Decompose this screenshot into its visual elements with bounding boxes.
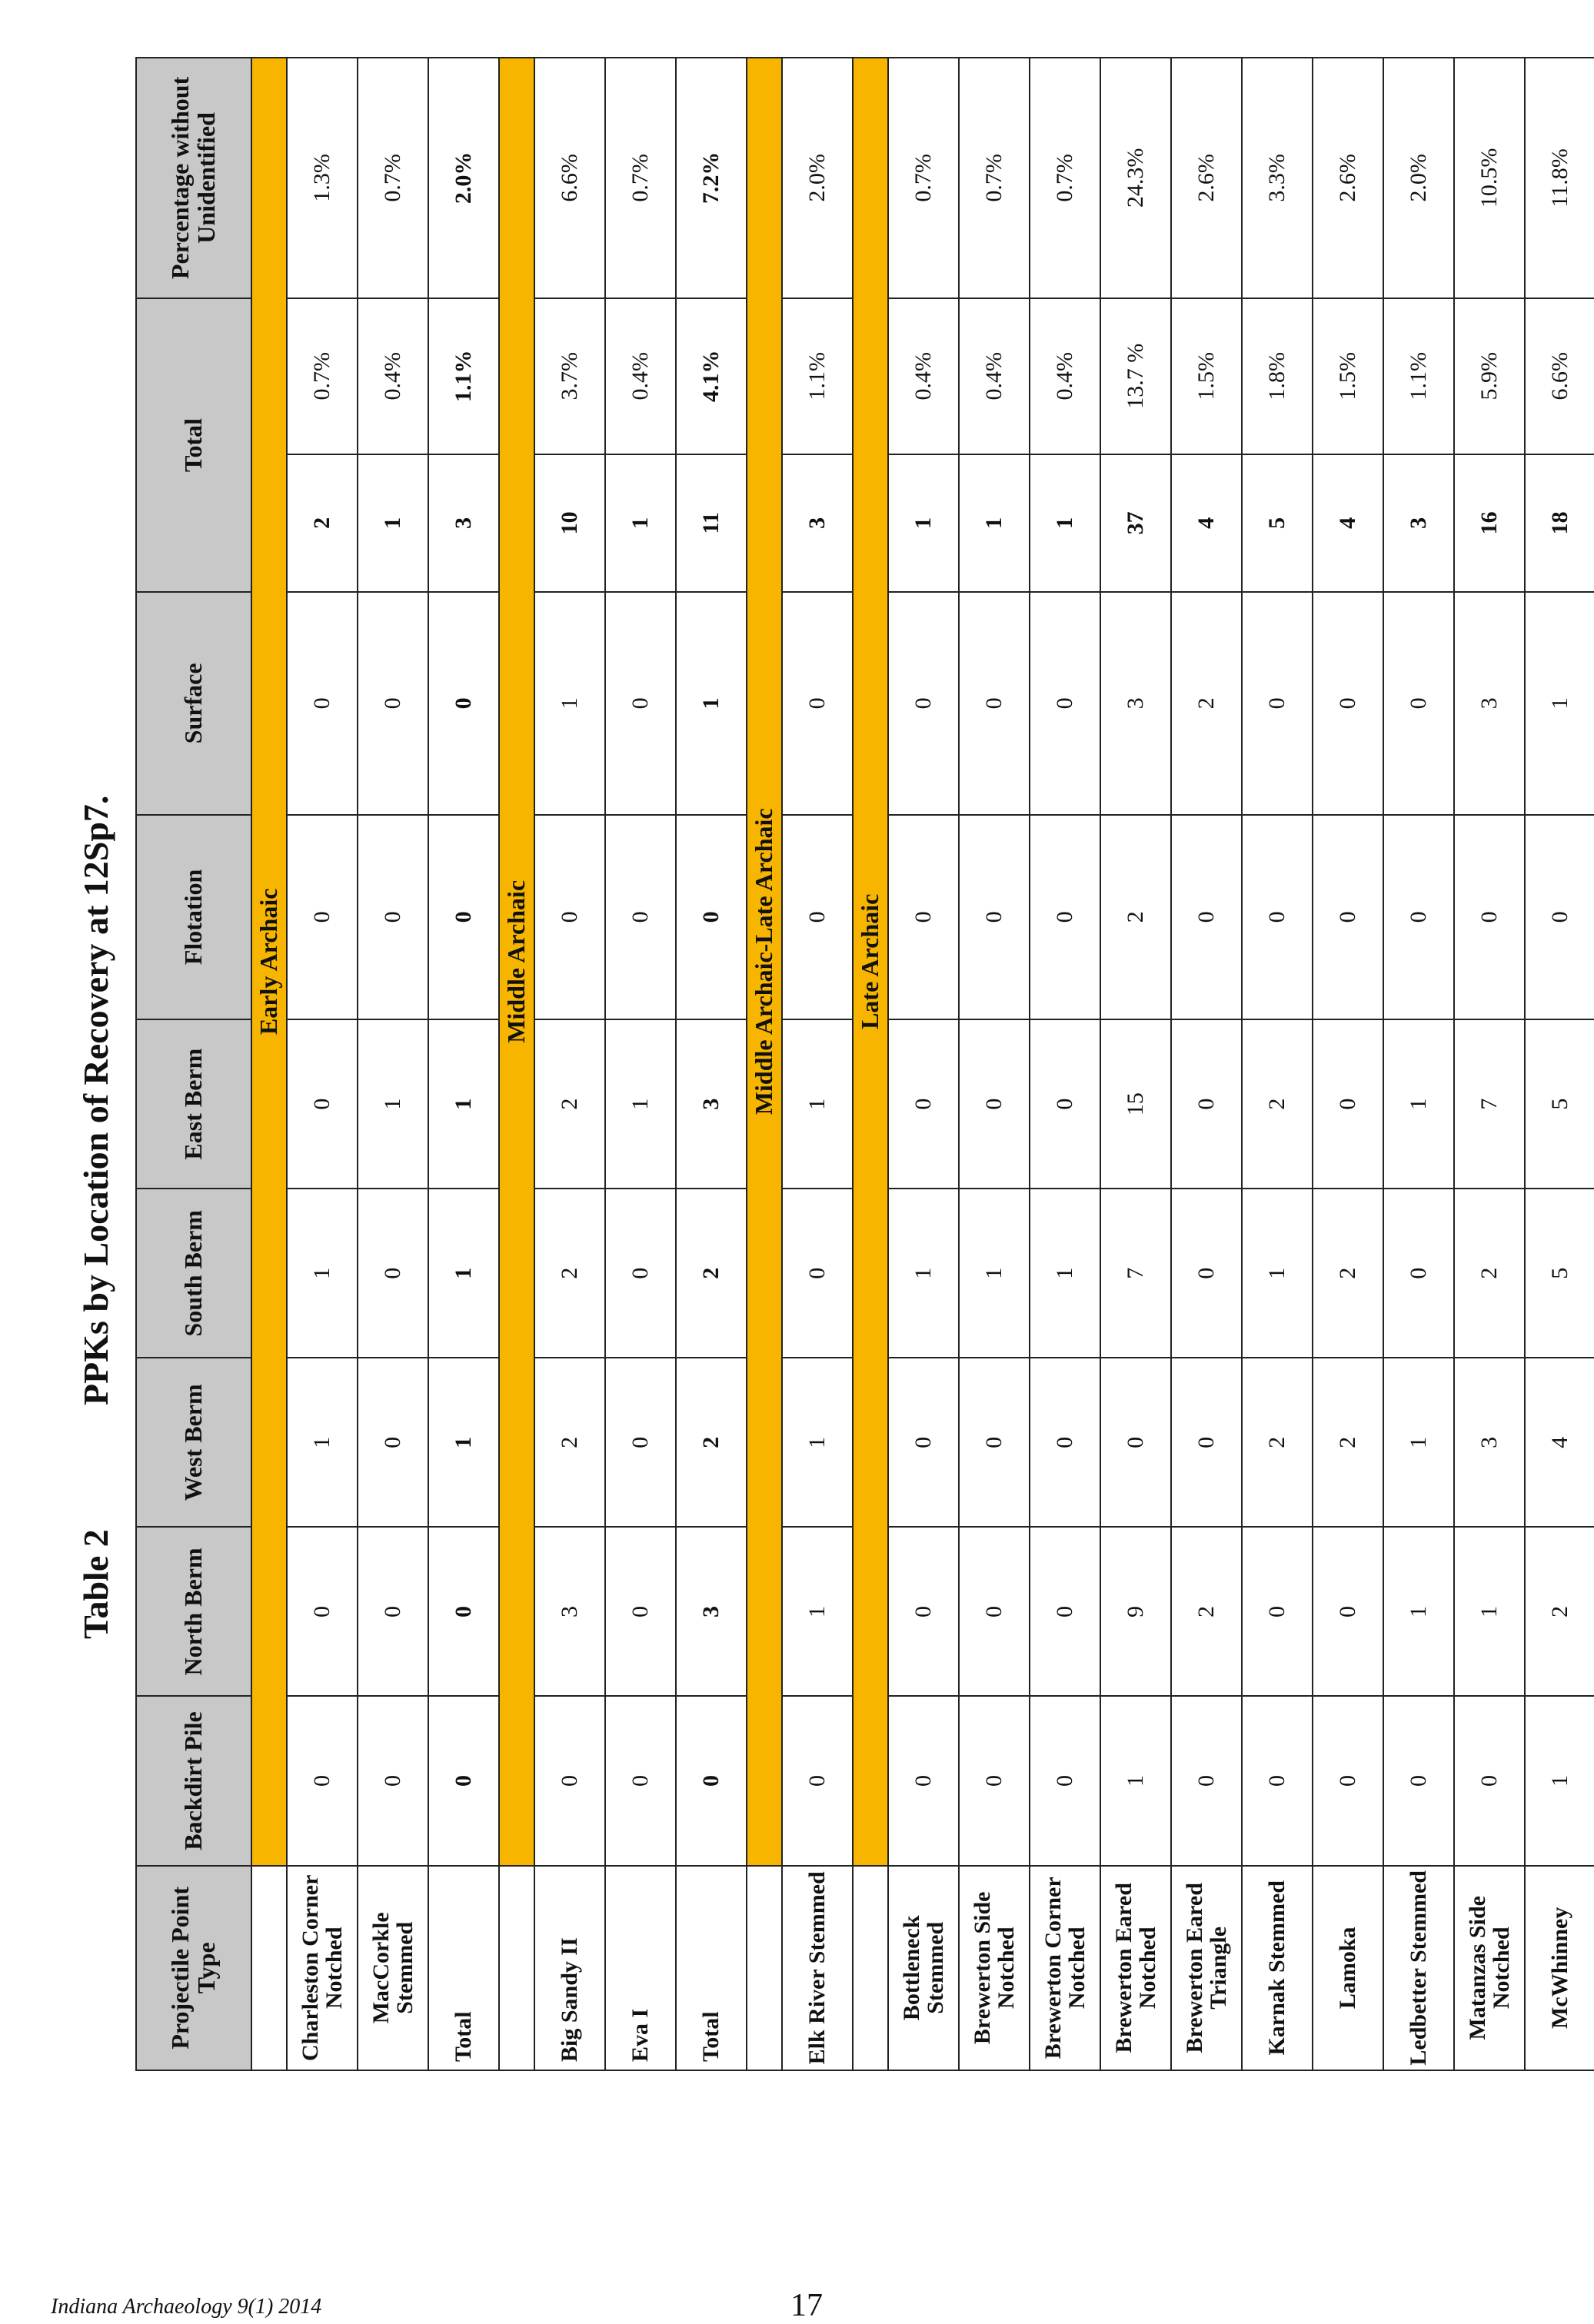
total-row xyxy=(676,58,747,2070)
surface-cell: 3 xyxy=(1454,592,1525,815)
flotation-cell: 0 xyxy=(888,815,959,1019)
north-berm-cell: 0 xyxy=(287,1527,358,1696)
south-berm-cell: 0 xyxy=(1171,1189,1242,1358)
east-berm-cell: 1 xyxy=(358,1019,428,1189)
total-cell: 1 xyxy=(605,454,676,593)
percent-without-unidentified-cell: 1.3% xyxy=(287,58,358,298)
west-berm-cell: 1 xyxy=(782,1358,853,1527)
west-berm-cell: 2 xyxy=(676,1358,747,1527)
backdirt-cell: 0 xyxy=(1242,1696,1313,1865)
point-type-cell: Karnak Stemmed xyxy=(1242,1866,1313,2070)
south-berm-cell: 0 xyxy=(605,1189,676,1358)
east-berm-cell: 1 xyxy=(1383,1019,1454,1189)
west-berm-cell: 0 xyxy=(1030,1358,1100,1527)
total-cell: 1 xyxy=(358,454,428,593)
percent-without-unidentified-cell: 0.7% xyxy=(605,58,676,298)
percent-without-unidentified-cell: 10.5% xyxy=(1454,58,1525,298)
point-type-cell: Ledbetter Stemmed xyxy=(1383,1866,1454,2070)
surface-cell: 0 xyxy=(428,592,499,815)
surface-cell: 0 xyxy=(959,592,1030,815)
total-percent-cell: 0.4% xyxy=(888,298,959,454)
flotation-cell: 2 xyxy=(1100,815,1171,1019)
phase-label: Late Archaic xyxy=(853,58,888,1866)
point-type-cell: Lamoka xyxy=(1313,1866,1383,2070)
south-berm-cell: 0 xyxy=(358,1189,428,1358)
total-percent-cell: 1.1% xyxy=(428,298,499,454)
surface-cell: 3 xyxy=(1100,592,1171,815)
south-berm-cell: 2 xyxy=(534,1189,605,1358)
east-berm-cell: 2 xyxy=(1242,1019,1313,1189)
west-berm-cell: 4 xyxy=(1525,1358,1594,1527)
phase-label: Middle Archaic xyxy=(499,58,534,1866)
surface-cell: 0 xyxy=(605,592,676,815)
west-berm-cell: 1 xyxy=(428,1358,499,1527)
table-title-line xyxy=(75,50,129,2199)
point-type-cell: Brewerton Eared Triangle xyxy=(1171,1866,1242,2070)
surface-cell: 2 xyxy=(1171,592,1242,815)
east-berm-cell: 0 xyxy=(959,1019,1030,1189)
phase-spacer xyxy=(747,1866,782,2070)
flotation-cell: 0 xyxy=(1313,815,1383,1019)
south-berm-cell: 1 xyxy=(428,1189,499,1358)
flotation-cell: 0 xyxy=(676,815,747,1019)
north-berm-cell: 0 xyxy=(605,1527,676,1696)
percent-without-unidentified-cell: 7.2% xyxy=(676,58,747,298)
phase-spacer xyxy=(251,1866,287,2070)
total-percent-cell: 0.4% xyxy=(605,298,676,454)
east-berm-cell: 0 xyxy=(1313,1019,1383,1189)
east-berm-cell: 7 xyxy=(1454,1019,1525,1189)
header-row xyxy=(136,58,251,2070)
point-type-cell: Eva I xyxy=(605,1866,676,2070)
phase-row xyxy=(747,58,782,2070)
flotation-cell: 0 xyxy=(959,815,1030,1019)
backdirt-cell: 0 xyxy=(782,1696,853,1865)
flotation-cell: 0 xyxy=(1525,815,1594,1019)
journal-citation: Indiana Archaeology 9(1) 2014 xyxy=(51,2295,322,2319)
surface-cell: 0 xyxy=(888,592,959,815)
table-title: PPKs by Location of Recovery at 12Sp7. xyxy=(76,795,115,1405)
page-number: 17 xyxy=(790,2288,823,2323)
south-berm-cell: 1 xyxy=(287,1189,358,1358)
west-berm-cell: 1 xyxy=(1383,1358,1454,1527)
south-berm-cell: 5 xyxy=(1525,1189,1594,1358)
point-type-cell: Matanzas Side Notched xyxy=(1454,1866,1525,2070)
total-percent-cell: 1.5% xyxy=(1313,298,1383,454)
point-type-cell: MacCorkle Stemmed xyxy=(358,1866,428,2070)
east-berm-cell: 0 xyxy=(287,1019,358,1189)
backdirt-cell: 0 xyxy=(1383,1696,1454,1865)
col-header-backdirt: Backdirt Pile xyxy=(136,1696,251,1865)
surface-cell: 0 xyxy=(1242,592,1313,815)
total-cell: 4 xyxy=(1313,454,1383,593)
total-percent-cell: 5.9% xyxy=(1454,298,1525,454)
south-berm-cell: 0 xyxy=(1383,1189,1454,1358)
flotation-cell: 0 xyxy=(782,815,853,1019)
percent-without-unidentified-cell: 0.7% xyxy=(888,58,959,298)
total-cell: 1 xyxy=(888,454,959,593)
total-cell: 3 xyxy=(428,454,499,593)
phase-row xyxy=(251,58,287,2070)
ppk-table xyxy=(135,57,1594,2071)
total-percent-cell: 0.4% xyxy=(959,298,1030,454)
total-cell: 3 xyxy=(782,454,853,593)
east-berm-cell: 3 xyxy=(676,1019,747,1189)
east-berm-cell: 15 xyxy=(1100,1019,1171,1189)
west-berm-cell: 2 xyxy=(534,1358,605,1527)
point-type-cell: Brewerton Eared Notched xyxy=(1100,1866,1171,2070)
surface-cell: 0 xyxy=(1030,592,1100,815)
surface-cell: 0 xyxy=(1383,592,1454,815)
rotated-page xyxy=(0,50,1594,2199)
total-cell: 3 xyxy=(1383,454,1454,593)
south-berm-cell: 2 xyxy=(1313,1189,1383,1358)
total-cell: 4 xyxy=(1171,454,1242,593)
north-berm-cell: 0 xyxy=(428,1527,499,1696)
south-berm-cell: 1 xyxy=(888,1189,959,1358)
percent-without-unidentified-cell: 0.7% xyxy=(1030,58,1100,298)
flotation-cell: 0 xyxy=(1171,815,1242,1019)
surface-cell: 0 xyxy=(1313,592,1383,815)
point-type-cell: Total xyxy=(428,1866,499,2070)
flotation-cell: 0 xyxy=(605,815,676,1019)
west-berm-cell: 0 xyxy=(1171,1358,1242,1527)
total-cell: 2 xyxy=(287,454,358,593)
backdirt-cell: 0 xyxy=(1030,1696,1100,1865)
table-row xyxy=(1525,58,1594,2070)
point-type-cell: Brewerton Corner Notched xyxy=(1030,1866,1100,2070)
flotation-cell: 0 xyxy=(1383,815,1454,1019)
table-row xyxy=(287,58,358,2070)
backdirt-cell: 0 xyxy=(287,1696,358,1865)
table-row xyxy=(1383,58,1454,2070)
south-berm-cell: 1 xyxy=(1242,1189,1313,1358)
backdirt-cell: 0 xyxy=(358,1696,428,1865)
backdirt-cell: 0 xyxy=(1454,1696,1525,1865)
col-header-type: Projectile Point Type xyxy=(136,1866,251,2070)
north-berm-cell: 2 xyxy=(1171,1527,1242,1696)
flotation-cell: 0 xyxy=(287,815,358,1019)
south-berm-cell: 0 xyxy=(782,1189,853,1358)
percent-without-unidentified-cell: 6.6% xyxy=(534,58,605,298)
col-header-flotation: Flotation xyxy=(136,815,251,1019)
table-row xyxy=(605,58,676,2070)
west-berm-cell: 2 xyxy=(1242,1358,1313,1527)
east-berm-cell: 1 xyxy=(605,1019,676,1189)
north-berm-cell: 1 xyxy=(1454,1527,1525,1696)
col-header-east: East Berm xyxy=(136,1019,251,1189)
north-berm-cell: 0 xyxy=(1242,1527,1313,1696)
phase-row xyxy=(853,58,888,2070)
percent-without-unidentified-cell: 11.8% xyxy=(1525,58,1594,298)
west-berm-cell: 0 xyxy=(1100,1358,1171,1527)
table-row xyxy=(1454,58,1525,2070)
north-berm-cell: 0 xyxy=(888,1527,959,1696)
east-berm-cell: 0 xyxy=(1171,1019,1242,1189)
phase-spacer xyxy=(499,1866,534,2070)
point-type-cell: Brewerton Side Notched xyxy=(959,1866,1030,2070)
col-header-surface: Surface xyxy=(136,592,251,815)
flotation-cell: 0 xyxy=(1242,815,1313,1019)
percent-without-unidentified-cell: 2.6% xyxy=(1171,58,1242,298)
total-cell: 5 xyxy=(1242,454,1313,593)
total-percent-cell: 0.7% xyxy=(287,298,358,454)
table-row xyxy=(1171,58,1242,2070)
west-berm-cell: 1 xyxy=(287,1358,358,1527)
backdirt-cell: 1 xyxy=(1100,1696,1171,1865)
total-percent-cell: 4.1% xyxy=(676,298,747,454)
north-berm-cell: 1 xyxy=(1383,1527,1454,1696)
col-header-north: North Berm xyxy=(136,1527,251,1696)
phase-spacer xyxy=(853,1866,888,2070)
backdirt-cell: 0 xyxy=(428,1696,499,1865)
table-row xyxy=(1242,58,1313,2070)
flotation-cell: 0 xyxy=(1030,815,1100,1019)
point-type-cell: Big Sandy II xyxy=(534,1866,605,2070)
west-berm-cell: 2 xyxy=(1313,1358,1383,1527)
col-header-percentage: Percentage without Unidentified xyxy=(136,58,251,298)
table-row xyxy=(1100,58,1171,2070)
total-percent-cell: 13.7 % xyxy=(1100,298,1171,454)
surface-cell: 0 xyxy=(782,592,853,815)
percent-without-unidentified-cell: 24.3% xyxy=(1100,58,1171,298)
south-berm-cell: 1 xyxy=(1030,1189,1100,1358)
west-berm-cell: 0 xyxy=(358,1358,428,1527)
percent-without-unidentified-cell: 2.0% xyxy=(782,58,853,298)
south-berm-cell: 2 xyxy=(1454,1189,1525,1358)
south-berm-cell: 1 xyxy=(959,1189,1030,1358)
total-percent-cell: 0.4% xyxy=(1030,298,1100,454)
surface-cell: 1 xyxy=(534,592,605,815)
south-berm-cell: 2 xyxy=(676,1189,747,1358)
south-berm-cell: 7 xyxy=(1100,1189,1171,1358)
point-type-cell: Charleston Corner Notched xyxy=(287,1866,358,2070)
backdirt-cell: 0 xyxy=(1313,1696,1383,1865)
north-berm-cell: 1 xyxy=(782,1527,853,1696)
surface-cell: 1 xyxy=(676,592,747,815)
north-berm-cell: 0 xyxy=(1313,1527,1383,1696)
table-row xyxy=(534,58,605,2070)
backdirt-cell: 0 xyxy=(605,1696,676,1865)
phase-row xyxy=(499,58,534,2070)
total-cell: 1 xyxy=(1030,454,1100,593)
west-berm-cell: 3 xyxy=(1454,1358,1525,1527)
total-cell: 11 xyxy=(676,454,747,593)
percent-without-unidentified-cell: 2.0% xyxy=(428,58,499,298)
total-percent-cell: 3.7% xyxy=(534,298,605,454)
east-berm-cell: 0 xyxy=(1030,1019,1100,1189)
flotation-cell: 0 xyxy=(534,815,605,1019)
table-row xyxy=(959,58,1030,2070)
percent-without-unidentified-cell: 2.0% xyxy=(1383,58,1454,298)
surface-cell: 1 xyxy=(1525,592,1594,815)
surface-cell: 0 xyxy=(358,592,428,815)
percent-without-unidentified-cell: 2.6% xyxy=(1313,58,1383,298)
east-berm-cell: 2 xyxy=(534,1019,605,1189)
percent-without-unidentified-cell: 0.7% xyxy=(358,58,428,298)
east-berm-cell: 0 xyxy=(888,1019,959,1189)
percent-without-unidentified-cell: 0.7% xyxy=(959,58,1030,298)
table-row xyxy=(1313,58,1383,2070)
table-number: Table 2 xyxy=(76,1529,115,1639)
north-berm-cell: 0 xyxy=(959,1527,1030,1696)
percent-without-unidentified-cell: 3.3% xyxy=(1242,58,1313,298)
total-cell: 18 xyxy=(1525,454,1594,593)
east-berm-cell: 5 xyxy=(1525,1019,1594,1189)
total-cell: 16 xyxy=(1454,454,1525,593)
col-header-total: Total xyxy=(136,298,251,592)
col-header-west: West Berm xyxy=(136,1358,251,1527)
total-percent-cell: 0.4% xyxy=(358,298,428,454)
phase-label: Early Archaic xyxy=(251,58,287,1866)
flotation-cell: 0 xyxy=(1454,815,1525,1019)
backdirt-cell: 1 xyxy=(1525,1696,1594,1865)
north-berm-cell: 9 xyxy=(1100,1527,1171,1696)
point-type-cell: Elk River Stemmed xyxy=(782,1866,853,2070)
north-berm-cell: 3 xyxy=(534,1527,605,1696)
point-type-cell: Total xyxy=(676,1866,747,2070)
table-row xyxy=(1030,58,1100,2070)
backdirt-cell: 0 xyxy=(534,1696,605,1865)
backdirt-cell: 0 xyxy=(959,1696,1030,1865)
north-berm-cell: 2 xyxy=(1525,1527,1594,1696)
total-percent-cell: 1.8% xyxy=(1242,298,1313,454)
table-body xyxy=(251,58,1594,2070)
flotation-cell: 0 xyxy=(358,815,428,1019)
total-cell: 37 xyxy=(1100,454,1171,593)
east-berm-cell: 1 xyxy=(782,1019,853,1189)
point-type-cell: McWhinney xyxy=(1525,1866,1594,2070)
col-header-south: South Berm xyxy=(136,1189,251,1358)
total-percent-cell: 6.6% xyxy=(1525,298,1594,454)
backdirt-cell: 0 xyxy=(1171,1696,1242,1865)
total-cell: 1 xyxy=(959,454,1030,593)
backdirt-cell: 0 xyxy=(888,1696,959,1865)
total-percent-cell: 1.5% xyxy=(1171,298,1242,454)
surface-cell: 0 xyxy=(287,592,358,815)
phase-label: Middle Archaic-Late Archaic xyxy=(747,58,782,1866)
north-berm-cell: 0 xyxy=(358,1527,428,1696)
north-berm-cell: 0 xyxy=(1030,1527,1100,1696)
flotation-cell: 0 xyxy=(428,815,499,1019)
total-cell: 10 xyxy=(534,454,605,593)
east-berm-cell: 1 xyxy=(428,1019,499,1189)
backdirt-cell: 0 xyxy=(676,1696,747,1865)
west-berm-cell: 0 xyxy=(605,1358,676,1527)
point-type-cell: Bottleneck Stemmed xyxy=(888,1866,959,2070)
total-percent-cell: 1.1% xyxy=(1383,298,1454,454)
west-berm-cell: 0 xyxy=(959,1358,1030,1527)
west-berm-cell: 0 xyxy=(888,1358,959,1527)
table-row xyxy=(782,58,853,2070)
north-berm-cell: 3 xyxy=(676,1527,747,1696)
total-percent-cell: 1.1% xyxy=(782,298,853,454)
table-row xyxy=(358,58,428,2070)
table-row xyxy=(888,58,959,2070)
total-row xyxy=(428,58,499,2070)
